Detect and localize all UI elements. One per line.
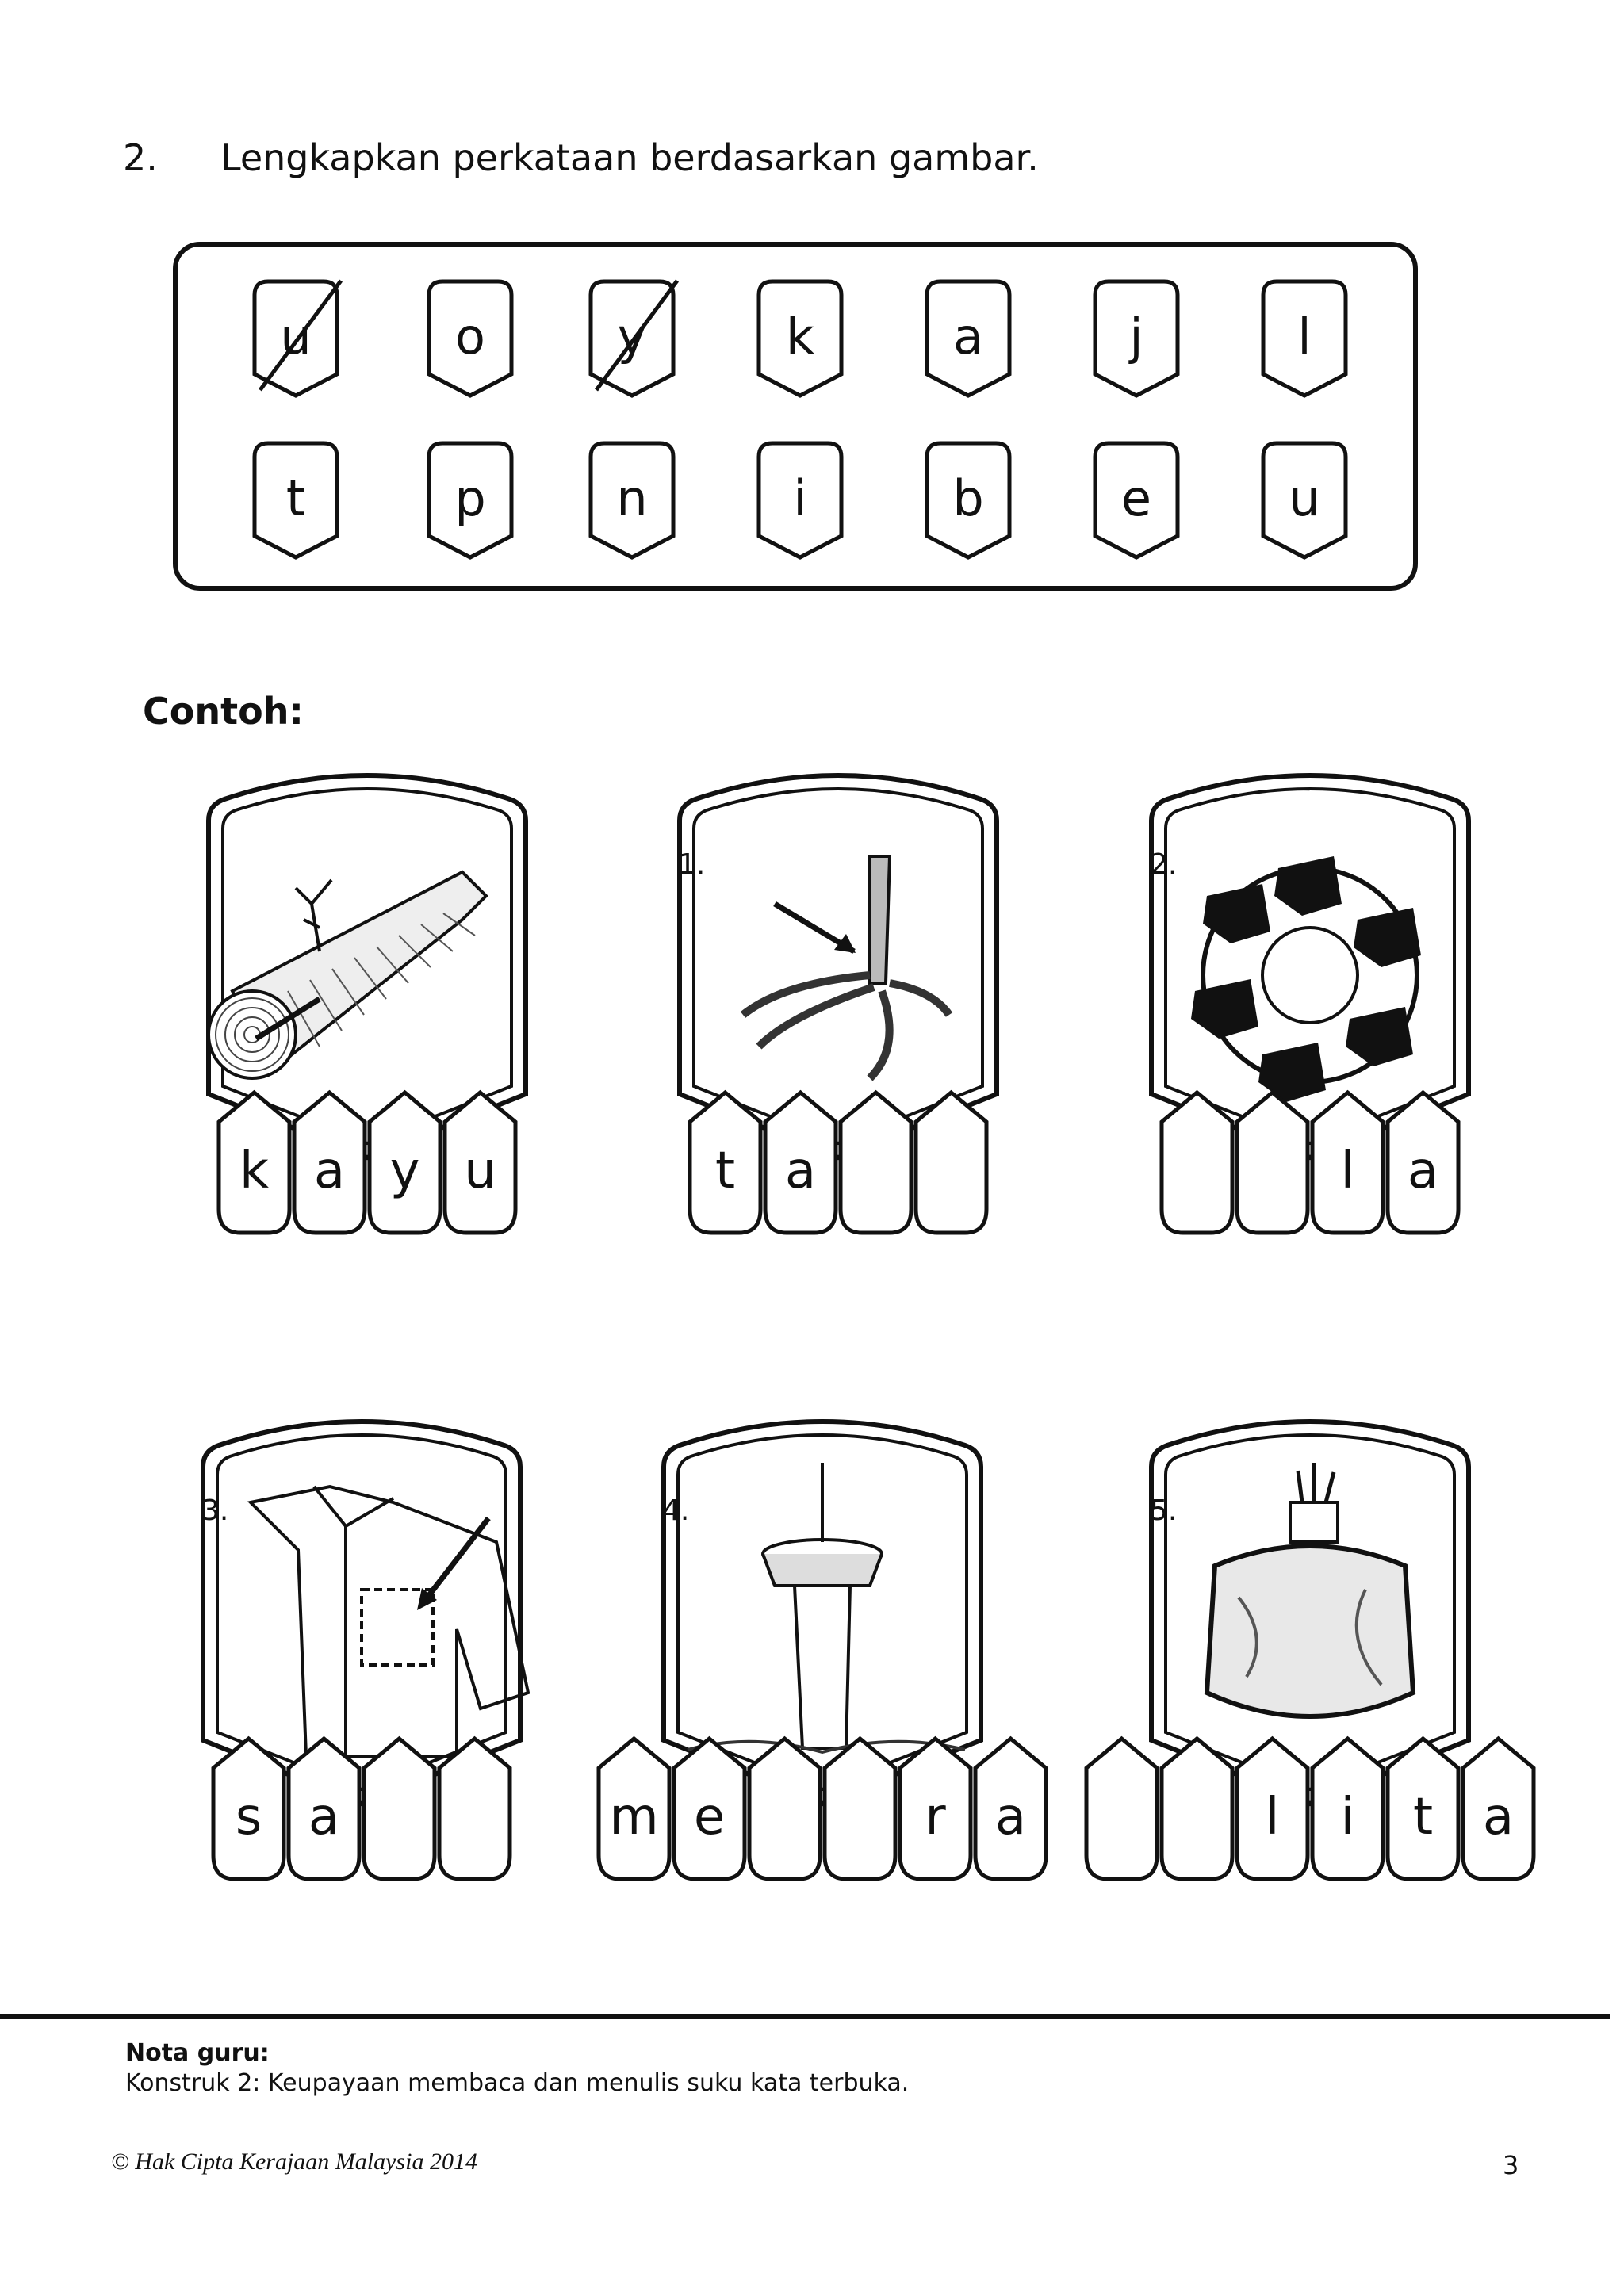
- letter-slot-text: l: [1265, 1788, 1280, 1846]
- letter-tile: [925, 441, 1012, 560]
- letter-tile: [427, 441, 514, 560]
- question-instruction: Lengkapkan perkataan berdasarkan gambar.: [220, 136, 1039, 179]
- letter-tile: [252, 279, 339, 398]
- footer-divider: [0, 2014, 1610, 2019]
- letter-tile-text: e: [1120, 469, 1152, 527]
- letter-tile: [588, 279, 676, 398]
- letter-slot: [439, 1739, 510, 1879]
- letter-slot-text: u: [464, 1142, 496, 1200]
- word-card: [1128, 1407, 1515, 1950]
- card-frame: [1128, 761, 1492, 1304]
- letter-slot-text: m: [609, 1788, 659, 1846]
- letter-slot: [841, 1093, 911, 1233]
- letter-tile: [588, 441, 676, 560]
- word-card: [656, 761, 1021, 1304]
- card-number: 5.: [1150, 1494, 1178, 1527]
- letter-tile-text: i: [793, 469, 807, 527]
- letter-tile-text: p: [454, 469, 486, 527]
- example-label: Contoh:: [143, 690, 304, 733]
- letter-slot: [1237, 1093, 1308, 1233]
- teacher-note-title: Nota guru:: [125, 2039, 270, 2067]
- letter-slot-text: i: [1340, 1788, 1355, 1846]
- letter-tile-text: n: [616, 469, 648, 527]
- teacher-note-text: Konstruk 2: Keupayaan membaca dan menulis suku kata terbuka.: [125, 2069, 910, 2097]
- card-frame: [185, 761, 550, 1304]
- letter-slot-text: a: [1407, 1142, 1439, 1200]
- letter-slot-text: l: [1340, 1142, 1355, 1200]
- letter-tile-text: l: [1297, 308, 1312, 365]
- letter-tile: [756, 279, 844, 398]
- card-frame: [179, 1407, 544, 1950]
- word-card: [1128, 761, 1492, 1304]
- letter-tile: [252, 441, 339, 560]
- letter-slot: [1086, 1739, 1157, 1879]
- letter-tile: [1093, 279, 1180, 398]
- letter-slot: [1162, 1739, 1232, 1879]
- letter-tile-text: o: [455, 308, 485, 365]
- letter-tile-text: j: [1129, 308, 1143, 365]
- letter-slot: [1162, 1093, 1232, 1233]
- letter-tile: [1261, 441, 1348, 560]
- letter-tile-text: u: [1289, 469, 1320, 527]
- card-number: 3.: [201, 1494, 229, 1527]
- letter-slot-text: a: [308, 1788, 340, 1846]
- card-number: 2.: [1150, 848, 1178, 881]
- letter-tile: [756, 441, 844, 560]
- letter-slot: [916, 1093, 986, 1233]
- word-card: [185, 761, 550, 1304]
- letter-slot: [749, 1739, 820, 1879]
- letter-slot-text: a: [313, 1142, 346, 1200]
- card-frame: [640, 1407, 1005, 1950]
- letter-tile-text: y: [617, 308, 647, 365]
- letter-slot-text: r: [925, 1788, 946, 1846]
- card-number: 4.: [662, 1494, 690, 1527]
- letter-tile: [1261, 279, 1348, 398]
- card-frame: [656, 761, 1021, 1304]
- card-number: 1.: [678, 848, 706, 881]
- card-frame: [1128, 1407, 1492, 1950]
- page-number: 3: [1503, 2150, 1519, 2180]
- word-card: [179, 1407, 544, 1950]
- question-number: 2.: [123, 136, 158, 179]
- letter-slot-text: e: [693, 1788, 726, 1846]
- letter-slot-text: a: [784, 1142, 817, 1200]
- letter-tile-text: k: [786, 308, 814, 365]
- letter-slot-text: t: [714, 1142, 736, 1200]
- letter-slot-text: a: [1482, 1788, 1515, 1846]
- letter-tile-text: u: [280, 308, 312, 365]
- letter-slot-text: t: [1412, 1788, 1434, 1846]
- letter-tile: [427, 279, 514, 398]
- letter-slot-text: y: [389, 1142, 420, 1200]
- letter-slot: [364, 1739, 435, 1879]
- letter-tile: [925, 279, 1012, 398]
- letter-tile-text: b: [952, 469, 984, 527]
- letter-slot-text: a: [994, 1788, 1027, 1846]
- letter-slot: [825, 1739, 895, 1879]
- letter-slot-text: s: [235, 1788, 262, 1846]
- letter-tile: [1093, 441, 1180, 560]
- letter-tile-text: a: [953, 308, 983, 365]
- word-card: [609, 1407, 1027, 1950]
- copyright-notice: © Hak Cipta Kerajaan Malaysia 2014: [111, 2149, 477, 2175]
- letter-slot-text: k: [239, 1142, 270, 1200]
- letter-tile-text: t: [285, 469, 306, 527]
